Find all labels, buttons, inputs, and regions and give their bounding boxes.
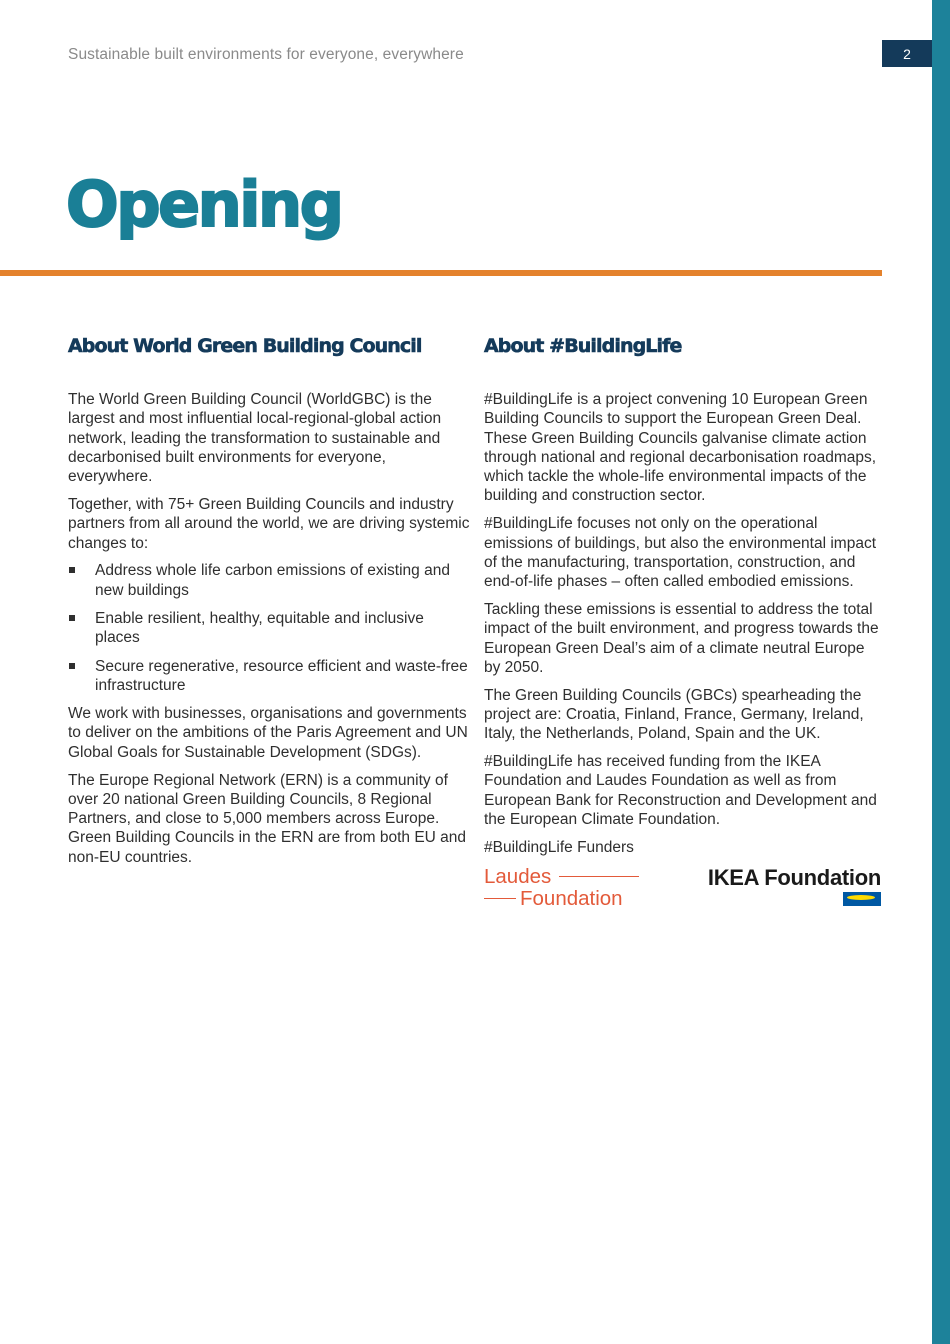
paragraph: Together, with 75+ Green Building Councils and industry partners from all around the world, we are driving systemic changes to:	[68, 495, 470, 552]
paragraph: We work with businesses, organisations and governments to deliver on the ambitions of the Paris Agreement and UN Global Goals for Sustainable Development (SDGs).	[68, 705, 468, 761]
paragraph: Tackling these emissions is essential to address the total impact of the built environment, and progress towards the European Green Deal’s aim of a climate neutral Europe by 2050.	[484, 600, 879, 676]
paragraph: #BuildingLife has received funding from the IKEA Foundation and Laudes Foundation as well as from European Bank for Reconstruction and Development and the European Climate Foundation.	[484, 753, 877, 828]
about-buildinglife-column	[484, 335, 884, 916]
paragraph: #BuildingLife is a project convening 10 European Green Building Councils to support the European Green Deal. These Green Building Councils galvanise climate action through national and regional decarbonisation roadmaps, which tackle the whole-life environmental impacts of the building and construction sector.	[484, 391, 877, 505]
page-title: Opening	[66, 168, 342, 241]
list-item	[68, 609, 470, 648]
about-worldgbc-heading: About World Green Building Council	[68, 335, 422, 357]
list-item	[68, 561, 470, 600]
about-worldgbc-column	[68, 335, 470, 876]
ikea-foundation-name: IKEA Foundation	[707, 864, 881, 890]
square-bullet-icon	[69, 615, 75, 621]
logo-dash	[559, 876, 639, 878]
list-item-text: Secure regenerative, resource efficient and waste-free infrastructure	[95, 657, 468, 694]
page-number: 2	[882, 40, 932, 67]
ikea-foundation-logo	[708, 866, 881, 911]
square-bullet-icon	[69, 663, 75, 669]
laudes-logo-line2: Foundation	[520, 886, 623, 910]
title-divider	[0, 270, 882, 276]
square-bullet-icon	[69, 567, 75, 573]
side-accent-bar	[932, 0, 950, 1344]
laudes-foundation-logo	[484, 866, 639, 910]
funder-logos	[484, 866, 884, 916]
funders-label: #BuildingLife Funders	[484, 838, 634, 856]
list-item-text: Address whole life carbon emissions of existing and new buildings	[95, 562, 450, 599]
paragraph: The Green Building Councils (GBCs) spearheading the project are: Croatia, Finland, France, Germany, Ireland, Italy, the Netherlands, Poland, Spain and the UK.	[484, 686, 864, 743]
logo-dash	[484, 898, 516, 900]
about-buildinglife-heading: About #BuildingLife	[484, 335, 682, 357]
ikea-badge-icon	[843, 892, 881, 906]
paragraph: The World Green Building Council (WorldGBC) is the largest and most influential local-regional-global action network, leading the transformation to sustainable and decarbonised built environments for everyone, everywhere.	[68, 391, 442, 486]
running-header: Sustainable built environments for everyone, everywhere	[68, 46, 464, 63]
list-item-text: Enable resilient, healthy, equitable and inclusive places	[95, 609, 424, 647]
list-item	[68, 657, 470, 696]
laudes-logo-line1: Laudes	[484, 864, 552, 888]
paragraph: The Europe Regional Network (ERN) is a community of over 20 national Green Building Councils, 8 Regional Partners, and close to 5,000 members across Europe. Green Building Councils in the ERN are from both EU and non-EU countries.	[68, 771, 467, 866]
paragraph: #BuildingLife focuses not only on the operational emissions of buildings, but also the environmental impact of the manufacturing, transportation, construction, and end-of-life phases – often called embodied emissions.	[484, 515, 877, 591]
systemic-changes-list	[68, 561, 470, 695]
